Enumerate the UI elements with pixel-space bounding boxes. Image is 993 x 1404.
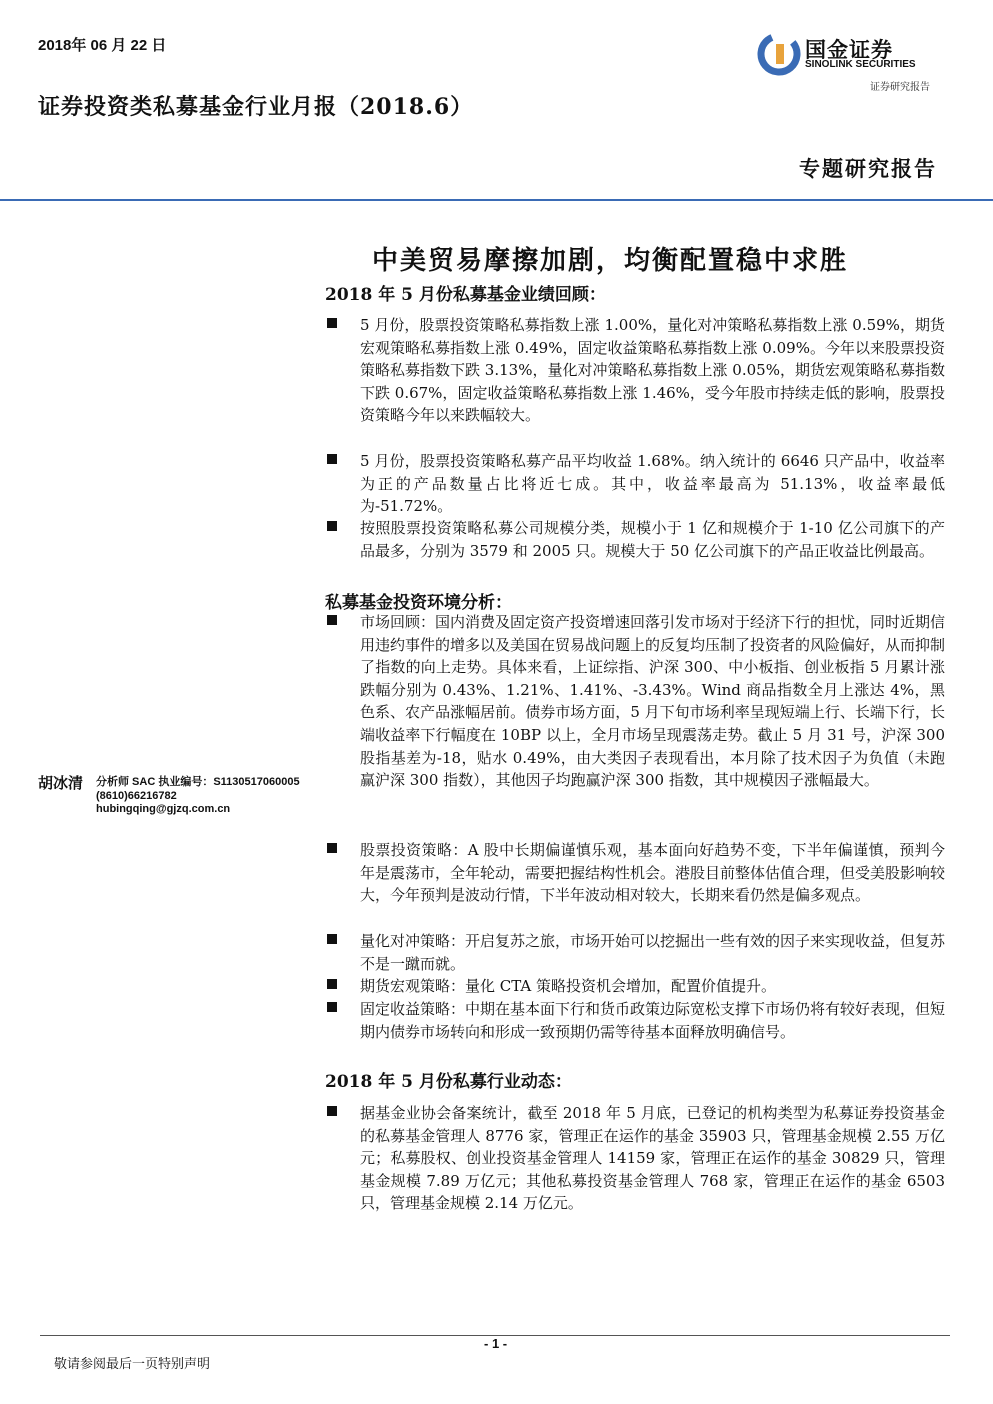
- analyst-license: 分析师 SAC 执业编号：S1130517060005: [96, 776, 300, 788]
- logo-subtitle: 证券研究报告: [870, 82, 930, 93]
- list-item: 据基金业协会备案统计，截至 2018 年 5 月底，已登记的机构类型为私募证券投资基金的私募基金管理人 8776 家，管理正在运作的基金 35903 只，管理基金规模 2.55 万亿元；私募股权、创业投资基金管理人 14159 家，管理正在运作的基金 30829 只，管理基金规模 7.89 万亿元；其他私募投资基金管理人 768 家，管理正在运作的基金 6503 只，管理基金规模 2.14 万亿元。: [325, 1102, 945, 1215]
- list-item: 量化对冲策略：开启复苏之旅，市场开始可以挖掘出一些有效的因子来实现收益，但复苏不是一蹴而就。: [325, 930, 945, 975]
- bullet-square-icon: [327, 454, 337, 464]
- report-title: 证券投资类私募基金行业月报（2018.6）: [38, 94, 474, 120]
- logo-chinese-name: 国金证券: [805, 38, 893, 62]
- bullet-square-icon: [327, 843, 337, 853]
- logo-mark-icon: [757, 32, 801, 76]
- bullet-square-icon: [327, 615, 337, 625]
- list-item: 股票投资策略：A 股中长期偏谨慎乐观，基本面向好趋势不变，下半年偏谨慎，预判今年是震荡市，全年轮动，需要把握结构性机会。港股目前整体估值合理，但受美股影响较大，今年预判是波动行情，下半年波动相对较大，长期来看仍然是偏多观点。: [325, 839, 945, 907]
- analyst-phone: (8610)66216782: [96, 789, 177, 802]
- analyst-email: hubingqing@gjzq.com.cn: [96, 803, 231, 815]
- headline: 中美贸易摩擦加剧，均衡配置稳中求胜: [372, 246, 849, 276]
- section-title-industry-news: 2018 年 5 月份私募行业动态：: [325, 1072, 572, 1092]
- bullet-square-icon: [327, 1106, 337, 1116]
- list-item: 5 月份，股票投资策略私募指数上涨 1.00%，量化对冲策略私募指数上涨 0.59%，期货宏观策略私募指数上涨 0.49%，固定收益策略私募指数上涨 0.09%。今年以来股票投资策略私募指数下跌 3.13%，量化对冲策略私募指数上涨 0.05%，期货宏观策略私募指数下跌 0.67%，固定收益策略私募指数上涨 1.46%，受今年股市持续走低的影响，股票投资策略今年以来跌幅较大。: [325, 314, 945, 427]
- list-item: 按照股票投资策略私募公司规模分类，规模小于 1 亿和规模介于 1-10 亿公司旗下的产品最多，分别为 3579 和 2005 只。规模大于 50 亿公司旗下的产品正收益比例最高。: [325, 517, 945, 562]
- bullet-square-icon: [327, 318, 337, 328]
- logo-english-name: SINOLINK SECURITIES: [805, 59, 916, 70]
- header-divider: [0, 199, 993, 201]
- analyst-name: 胡冰清: [38, 774, 84, 792]
- list-item: 期货宏观策略：量化 CTA 策略投资机会增加，配置价值提升。: [325, 975, 945, 998]
- section-title-performance: 2018 年 5 月份私募基金业绩回顾：: [325, 285, 606, 305]
- report-date: 2018年 06 月 22 日: [38, 37, 167, 54]
- list-item: 市场回顾：国内消费及固定资产投资增速回落引发市场对于经济下行的担忧，同时近期信用违约事件的增多以及美国在贸易战问题上的反复均压制了投资者的风险偏好，从而抑制了指数的向上走势。具体来看，上证综指、沪深 300、中小板指、创业板指 5 月累计涨跌幅分别为 0.43%、1.21%、1.41%、-3.43%。Wind 商品指数全月上涨达 4%，黑色系、农产品涨幅居前。债券市场方面，5 月下旬市场利率呈现短端上行、长端下行，长端收益率下行幅度在 10BP 以上，全月市场呈现震荡走势。截止 5 月 31 号，沪深 300 股指基差为-18，贴水 0.49%，由大类因子表现看出，本月除了技术因子为负值（未跑赢沪深 300 指数），其他因子均跑赢沪深 300 指数，其中规模因子涨幅最大。: [325, 611, 945, 792]
- bullet-square-icon: [327, 1002, 337, 1012]
- list-item: 固定收益策略：中期在基本面下行和货币政策边际宽松支撑下市场仍将有较好表现，但短期内债券市场转向和形成一致预期仍需等待基本面释放明确信号。: [325, 998, 945, 1043]
- bullet-square-icon: [327, 979, 337, 989]
- page-number: - 1 -: [484, 1336, 508, 1351]
- report-type: 专题研究报告: [799, 156, 937, 181]
- bullet-square-icon: [327, 521, 337, 531]
- bullet-square-icon: [327, 934, 337, 944]
- footer-disclaimer: 敬请参阅最后一页特别声明: [54, 1357, 211, 1372]
- section-title-environment: 私募基金投资环境分析：: [325, 593, 512, 613]
- list-item: 5 月份，股票投资策略私募产品平均收益 1.68%。纳入统计的 6646 只产品中，收益率为正的产品数量占比将近七成。其中，收益率最高为 51.13%，收益率最低为-51.72%。: [325, 450, 945, 518]
